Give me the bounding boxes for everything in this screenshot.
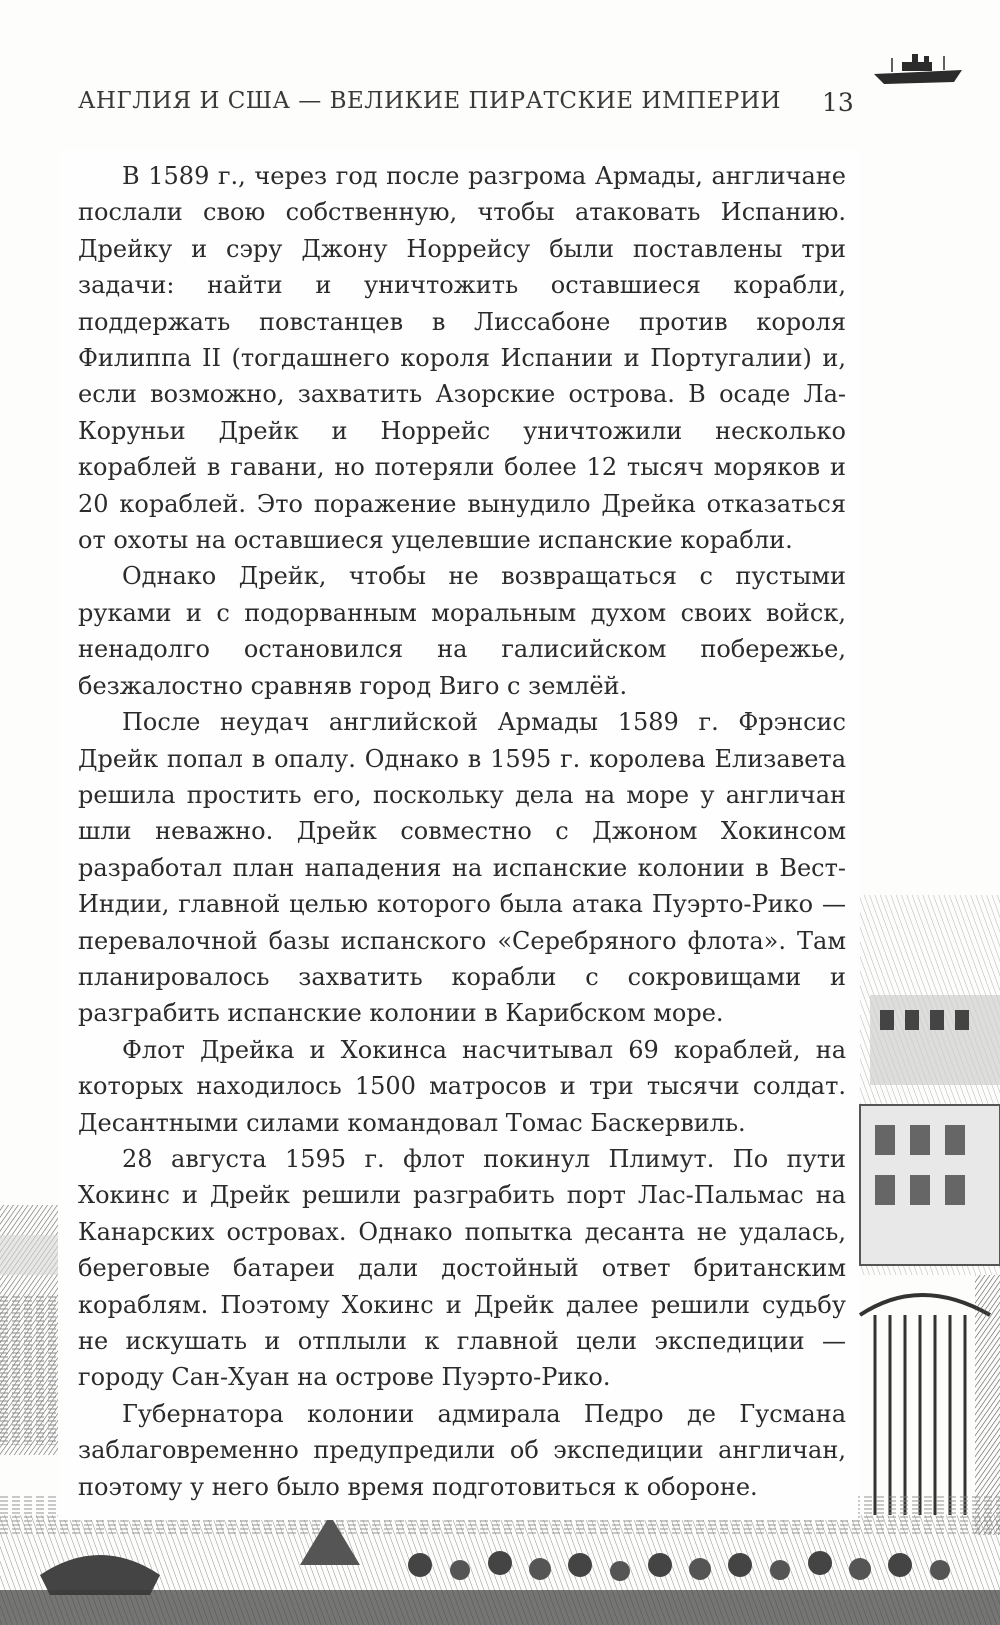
paragraph: 28 августа 1595 г. флот покинул Плимут. По пути Хокинс и Дрейк решили разграбить порт Лас-Пальмас на Канарских островах. Однако попытка десанта не удалась, береговые батареи дали достойный ответ британским кораблям. Поэтому Хокинс и Дрейк далее решили судьбу не искушать и отплыли к главной цели экспедиции — городу Сан-Хуан на острове Пуэрто-Рико. <box>78 1144 846 1392</box>
running-head-title: АНГЛИЯ И США — ВЕЛИКИЕ ПИРАТСКИЕ ИМПЕРИИ <box>78 88 781 114</box>
paragraph: Флот Дрейка и Хокинса насчитывал 69 кораблей, на которых находилось 1500 матросов и три тысячи солдат. Десантными силами командовал Томас Баскервиль. <box>78 1035 846 1137</box>
paragraph: Губернатора колонии адмирала Педро де Гусмана заблаговременно предупредили об экспедиции англичан, поэтому у него было время подготовиться к обороне. <box>78 1399 846 1501</box>
paragraph: После неудач английской Армады 1589 г. Фрэнсис Дрейк попал в опалу. Однако в 1595 г. королева Елизавета решила простить его, поскольку дела на море у англичан шли неважно. Дрейк совместно с Джоном Хокинсом разработал план нападения на испанские колонии в Вест-Индии, главной целью которого была атака Пуэрто-Рико — перевалочной базы испанского «Серебряного флота». Там планировалось захватить корабли с сокровищами и разграбить испанские колонии в Карибском море. <box>78 708 846 1028</box>
body-text <box>78 158 846 1505</box>
page-number: 13 <box>822 88 854 117</box>
paragraph: Однако Дрейк, чтобы не возвращаться с пустыми руками и с подорванным моральным духом своих войск, ненадолго остановился на галисийском побережье, безжалостно сравняв город Виго с землёй. <box>78 562 846 700</box>
ship-icon <box>872 50 967 90</box>
paragraph: В 1589 г., через год после разгрома Армады, англичане послали свою собственную, чтобы атаковать Испанию. Дрейку и сэру Джону Норрейсу были поставлены три задачи: найти и уничтожить оставшиеся корабли, поддержать повстанцев в Лиссабоне против короля Филиппа II (тогдашнего короля Испании и Португалии) и, если возможно, захватить Азорские острова. В осаде Ла-Коруньи Дрейк и Норрейс уничтожили несколько кораблей в гавани, но потеряли более 12 тысяч моряков и 20 кораблей. Это поражение вынудило Дрейка отказаться от охоты на оставшиеся уцелевшие испанские корабли. <box>78 162 846 555</box>
